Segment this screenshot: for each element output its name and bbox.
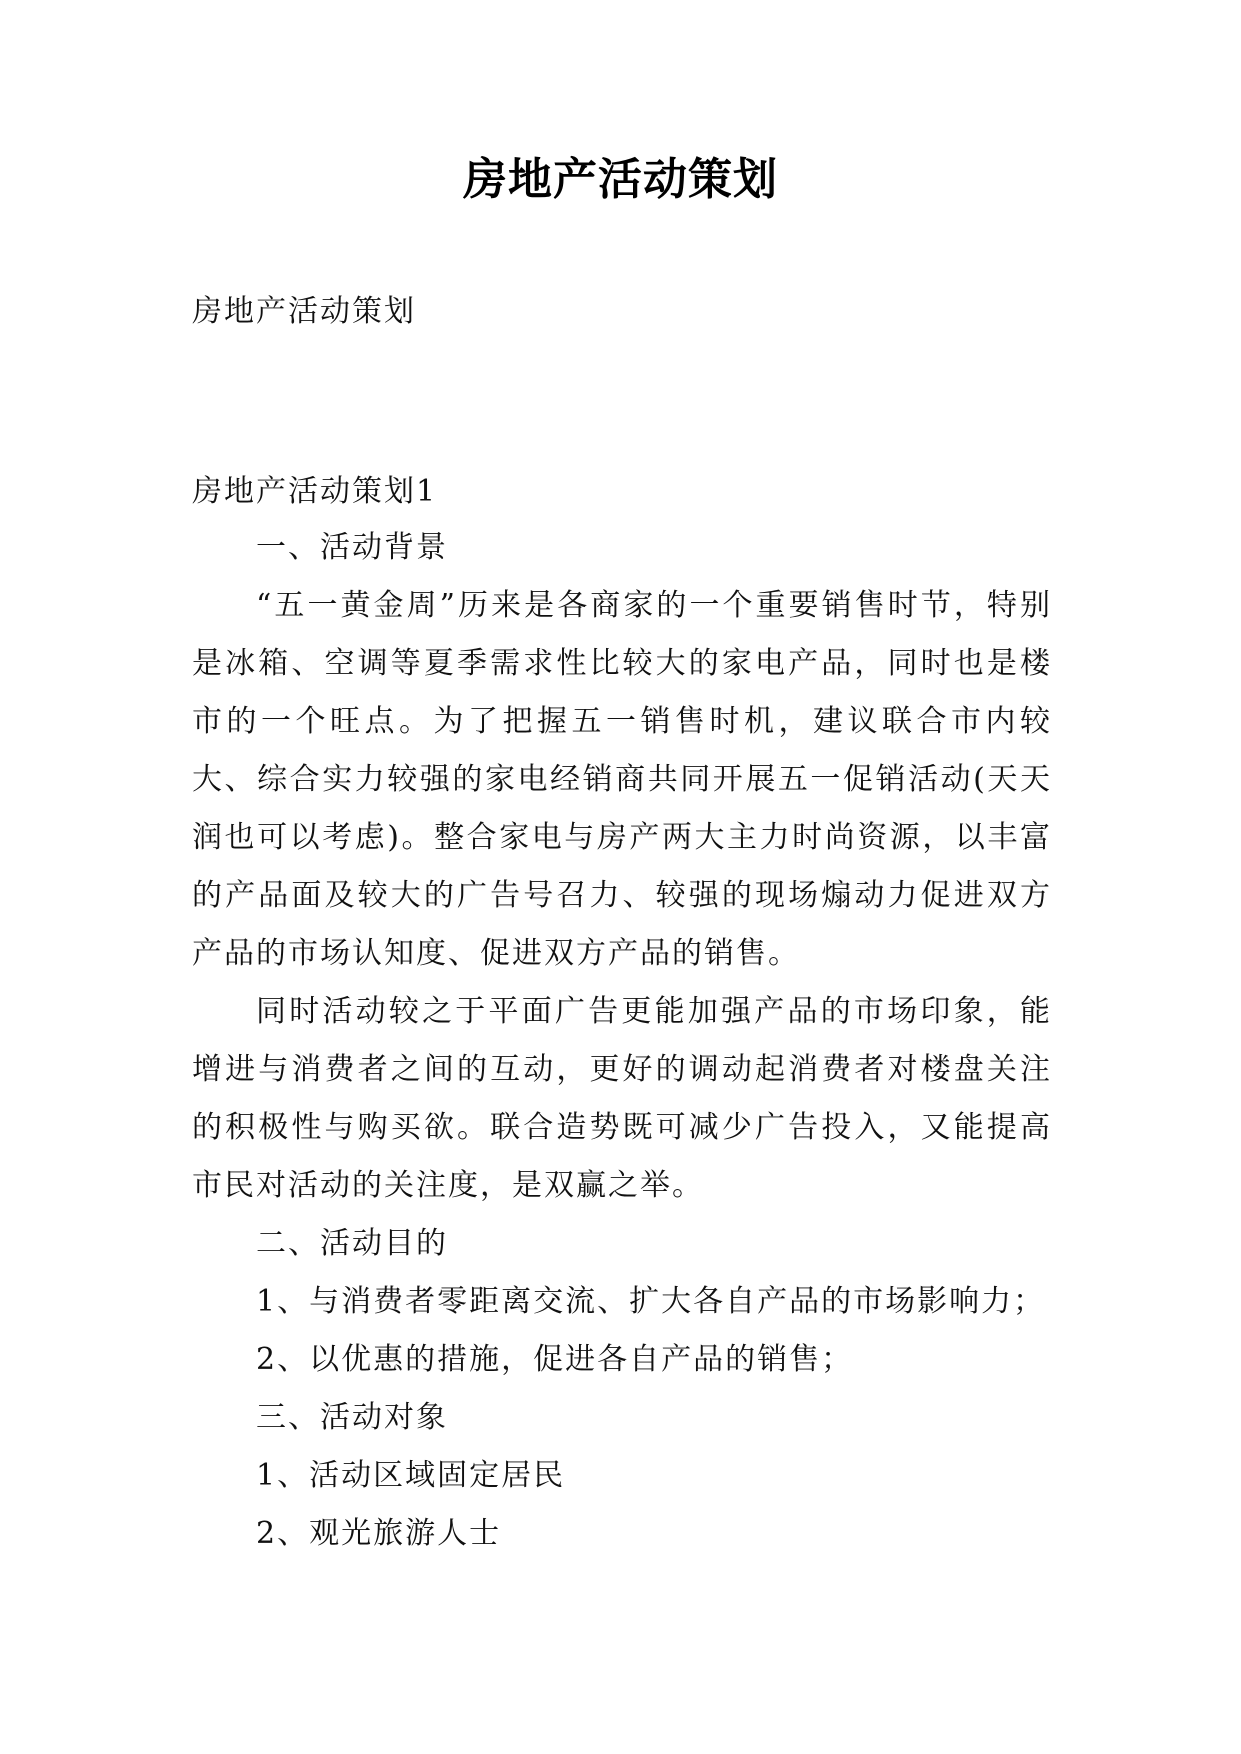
paragraph-background-1: “五一黄金周”历来是各商家的一个重要销售时节，特别是冰箱、空调等夏季需求性比较大的家电产品，同时也是楼市的一个旺点。为了把握五一销售时机，建议联合市内较大、综合实力较强的家电经销商共同开展五一促销活动(天天润也可以考虑)。整合家电与房产两大主力时尚资源，以丰富的产品面及较大的广告号召力、较强的现场煽动力促进双方产品的市场认知度、促进双方产品的销售。 — [192, 588, 1052, 971]
heading-activity-background: 一、活动背景 — [256, 530, 448, 565]
list-item-purpose-1: 1、与消费者零距离交流、扩大各自产品的市场影响力； — [256, 1284, 1046, 1319]
paragraph-background-2: 同时活动较之于平面广告更能加强产品的市场印象，能增进与消费者之间的互动，更好的调动起消费者对楼盘关注的积极性与购买欲。联合造势既可减少广告投入，又能提高市民对活动的关注度，是双赢之举。 — [192, 994, 1052, 1203]
section-heading: 房地产活动策划1 — [192, 474, 438, 509]
heading-activity-purpose: 二、活动目的 — [256, 1226, 448, 1261]
list-item-target-2: 2、观光旅游人士 — [256, 1516, 502, 1551]
list-item-purpose-2: 2、以优惠的措施，促进各自产品的销售； — [256, 1342, 854, 1377]
document-title: 房地产活动策划 — [463, 154, 778, 205]
heading-activity-target: 三、活动对象 — [256, 1400, 448, 1435]
document-body — [192, 519, 1052, 1563]
document-subtitle: 房地产活动策划 — [192, 294, 416, 329]
list-item-target-1: 1、活动区域固定居民 — [256, 1458, 566, 1493]
